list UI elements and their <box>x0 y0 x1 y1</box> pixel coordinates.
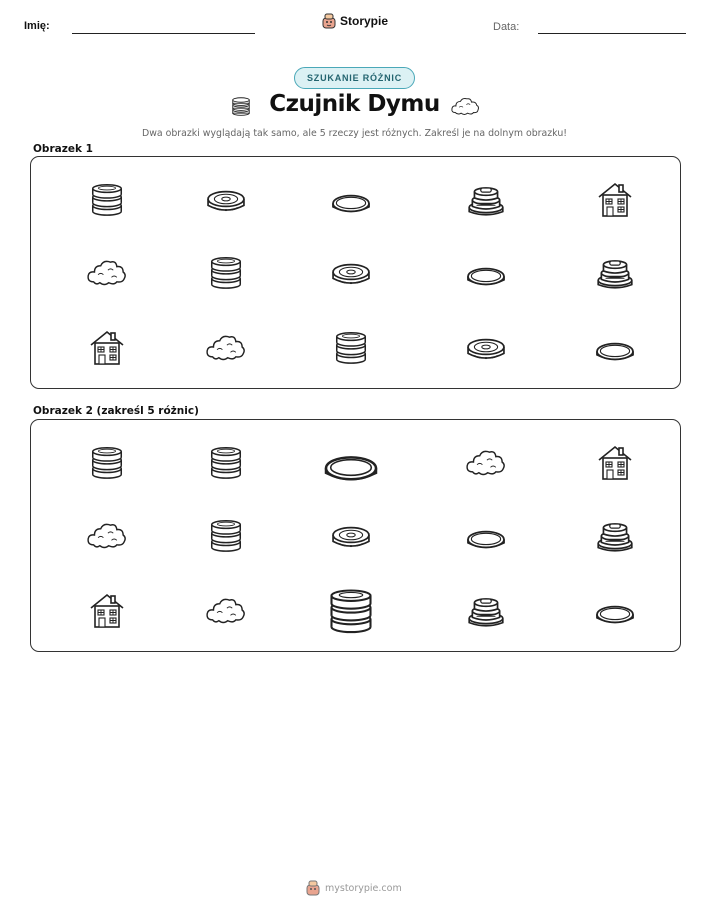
cap-plate-icon <box>327 181 375 217</box>
footer-url: mystorypie.com <box>325 882 402 894</box>
battery-stack-icon <box>207 252 245 292</box>
cap-plate-large-icon[interactable] <box>318 437 384 487</box>
instructions: Dwa obrazki wyglądają tak samo, ale 5 rzeczy jest różnych. Zakreśl je na dolnym obrazku! <box>141 128 568 139</box>
battery-stack-icon <box>88 179 126 219</box>
house-icon <box>87 326 127 368</box>
cap-plate-icon <box>591 329 639 365</box>
smoke-detector-ring-icon[interactable] <box>328 516 374 554</box>
brand-name: Storypie <box>340 14 389 28</box>
house-icon <box>595 441 635 483</box>
battery-stack-icon <box>332 327 370 367</box>
smoke-cloud-icon <box>85 255 129 289</box>
picture2-label: Obrazek 2 (zakreśl 5 różnic) <box>33 405 199 417</box>
smoke-detector-ring-icon <box>203 180 249 218</box>
detector-stacked-icon <box>594 251 636 293</box>
battery-stack-icon[interactable] <box>207 442 245 482</box>
battery-stack-large-icon[interactable] <box>325 583 377 637</box>
cap-plate-icon <box>462 254 510 290</box>
page-title: Czujnik Dymu <box>269 91 440 117</box>
smoke-detector-ring-icon <box>463 328 509 366</box>
house-icon <box>87 326 127 368</box>
smoke-cloud-icon[interactable] <box>204 593 248 627</box>
detector-stacked-icon <box>594 251 636 293</box>
battery-stack-icon <box>88 179 126 219</box>
cap-plate-icon <box>591 592 639 628</box>
category-badge: SZUKANIE RÓŻNIC <box>294 67 415 89</box>
cap-plate-icon <box>462 517 510 553</box>
battery-stack-icon <box>207 442 245 482</box>
battery-stack-icon[interactable] <box>88 442 126 482</box>
cap-plate-icon[interactable] <box>462 517 510 553</box>
date-label: Data: <box>493 21 520 33</box>
date-field[interactable] <box>538 33 686 34</box>
smoke-cloud-icon <box>85 518 129 552</box>
battery-stack-icon[interactable] <box>207 515 245 555</box>
detector-stacked-icon[interactable] <box>465 589 507 631</box>
detector-stacked-icon <box>465 178 507 220</box>
cap-plate-large-icon <box>318 437 384 487</box>
cap-plate-icon <box>462 254 510 290</box>
house-icon[interactable] <box>87 589 127 631</box>
name-field[interactable] <box>72 33 255 34</box>
smoke-detector-ring-icon <box>328 253 374 291</box>
smoke-detector-ring-icon <box>328 516 374 554</box>
house-icon <box>595 178 635 220</box>
smoke-detector-ring-icon <box>463 328 509 366</box>
footer <box>306 880 402 896</box>
detector-stacked-icon[interactable] <box>594 514 636 556</box>
house-icon <box>87 589 127 631</box>
battery-stack-icon <box>88 442 126 482</box>
name-label: Imię: <box>24 20 50 32</box>
storypie-logo-icon <box>322 13 336 29</box>
detector-stacked-icon <box>465 589 507 631</box>
storypie-logo-icon <box>306 880 320 896</box>
cap-plate-icon[interactable] <box>591 592 639 628</box>
picture1-panel <box>30 156 681 389</box>
smoke-cloud-icon <box>204 330 248 364</box>
smoke-cloud-icon[interactable] <box>464 445 508 479</box>
smoke-cloud-icon <box>464 445 508 479</box>
battery-stack-icon <box>207 252 245 292</box>
battery-stack-icon <box>332 327 370 367</box>
house-icon <box>595 178 635 220</box>
smoke-cloud-icon <box>85 255 129 289</box>
smoke-detector-ring-icon <box>203 180 249 218</box>
detector-stacked-icon <box>465 178 507 220</box>
brand <box>322 13 388 29</box>
cap-plate-icon <box>327 181 375 217</box>
house-icon[interactable] <box>595 441 635 483</box>
smoke-cloud-icon <box>204 330 248 364</box>
picture2-panel[interactable] <box>30 419 681 652</box>
detector-stacked-icon <box>594 514 636 556</box>
smoke-detector-ring-icon <box>328 253 374 291</box>
cap-plate-icon <box>591 329 639 365</box>
smoke-cloud-icon <box>450 95 480 117</box>
smoke-cloud-icon[interactable] <box>85 518 129 552</box>
battery-stack-icon <box>207 515 245 555</box>
battery-stack-large-icon <box>325 583 377 637</box>
title-cloud-icon <box>450 95 480 117</box>
picture1-label: Obrazek 1 <box>33 143 93 155</box>
smoke-cloud-icon <box>204 593 248 627</box>
